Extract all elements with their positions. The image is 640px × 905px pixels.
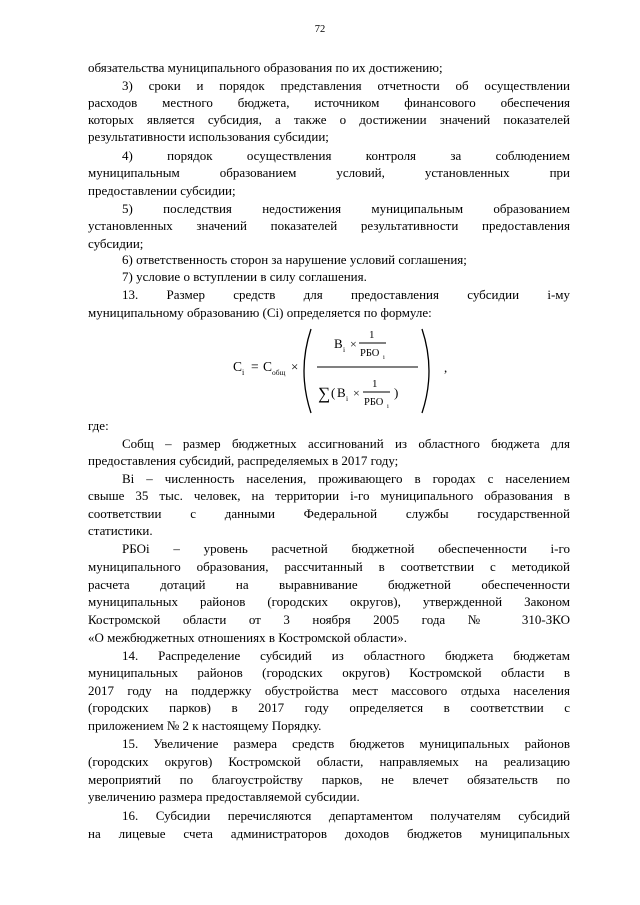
- formula-den-b: B: [337, 385, 346, 400]
- text-line: обязательства муниципального образования по их достижению;: [88, 60, 443, 75]
- formula-times-1: ×: [291, 359, 299, 374]
- text-line: расчета дотаций на выравнивание бюджетной обеспеченности: [88, 577, 570, 592]
- text-line: 4) порядок осуществления контроля за соблюдением: [122, 148, 570, 163]
- text-line: которых является субсидия, а также о достижении значений показателей: [88, 112, 570, 127]
- text-line: где:: [88, 418, 109, 433]
- text-line: (городских парков) в 2017 году определяется в соответствии с: [88, 700, 570, 715]
- text-line: (городских округов) Костромской области, направляемых на реализацию: [88, 754, 570, 769]
- text-line: муниципальных районов (городских округов) Костромской области в: [88, 665, 570, 680]
- formula-right-paren: [422, 329, 429, 413]
- formula-den-times: ×: [353, 386, 360, 400]
- page-number: 72: [314, 24, 326, 35]
- text-line: «О межбюджетных отношениях в Костромской области».: [88, 630, 407, 645]
- formula-lhs-sub: i: [242, 368, 245, 377]
- formula-den-close-paren: ): [394, 385, 399, 400]
- text-line: муниципальному образованию (Ci) определяется по формуле:: [88, 305, 432, 320]
- text-line: 5) последствия недостижения муниципальным образованием: [122, 201, 570, 216]
- text-line: 14. Распределение субсидий из областного бюджета бюджетам: [122, 648, 570, 663]
- text-line: на лицевые счета администраторов доходов бюджетов муниципальных: [88, 826, 570, 841]
- formula-den-b-sub: i: [346, 394, 349, 403]
- text-line: мероприятий по благоустройству парков, не влечет обязательств по: [88, 772, 570, 787]
- formula-equals: =: [251, 359, 259, 374]
- text-line: увеличению размера предоставляемой субсидии.: [88, 789, 360, 804]
- text-line: свыше 35 тыс. человек, на территории i-го муниципального образования в: [88, 488, 570, 503]
- text-line: 2017 году на поддержку обустройства мест массового отдыха населения: [88, 683, 570, 698]
- text-line: субсидии;: [88, 236, 144, 251]
- formula-num-times: ×: [350, 337, 357, 351]
- text-line: РБОi – уровень расчетной бюджетной обеспеченности i-го: [122, 541, 570, 556]
- text-line: муниципального образования, рассчитанный в соответствии с методикой: [88, 559, 570, 574]
- text-line: установленных значений показателей результативности предоставления: [88, 218, 570, 233]
- formula-left-paren: [304, 329, 311, 413]
- text-line: 13. Размер средств для предоставления субсидии i-му: [122, 287, 570, 302]
- text-line: результативности использования субсидии;: [88, 129, 329, 144]
- text-line: 3) сроки и порядок представления отчетности об осуществлении: [122, 78, 570, 93]
- text-line: расходов местного бюджета, источником финансового обеспечения: [88, 95, 570, 110]
- formula-num-rbo: РБО: [360, 348, 380, 359]
- text-line: Собщ – размер бюджетных ассигнований из областного бюджета для: [122, 436, 570, 451]
- formula-sum-sign: ∑: [318, 384, 331, 403]
- text-line: предоставления субсидий, распределяемых в 2017 году;: [88, 453, 399, 468]
- text-line: 6) ответственность сторон за нарушение условий соглашения;: [122, 252, 467, 267]
- formula-svg: [0, 326, 640, 416]
- formula-den-one: 1: [372, 378, 378, 390]
- formula-trailing-comma: ,: [444, 360, 448, 375]
- text-line: 15. Увеличение размера средств бюджетов муниципальных районов: [122, 736, 570, 751]
- text-line: предоставлении субсидии;: [88, 183, 236, 198]
- text-line: 16. Субсидии перечисляются департаментом получателям субсидий: [122, 808, 570, 823]
- text-line: статистики.: [88, 523, 153, 538]
- formula-c-total: C: [263, 359, 273, 374]
- formula-c-total-sub: общ: [272, 368, 286, 377]
- subsidy-formula: [0, 326, 640, 416]
- formula-num-rbo-sub: i: [383, 354, 385, 361]
- text-line: муниципальных районов (городских округов), утвержденной Законом: [88, 594, 570, 609]
- text-line: муниципальным образованием условий, установленных при: [88, 165, 570, 180]
- formula-num-b-sub: i: [343, 345, 346, 354]
- text-line: Костромской области от 3 ноября 2005 года № 310-ЗКО: [88, 612, 570, 627]
- formula-num-b: B: [334, 336, 343, 351]
- text-line: соответствии с данными Федеральной службы государственной: [88, 506, 570, 521]
- formula-den-open-paren: (: [331, 385, 336, 400]
- text-line: 7) условие о вступлении в силу соглашения.: [122, 269, 367, 284]
- formula-lhs: C: [233, 359, 243, 374]
- formula-den-rbo: РБО: [364, 397, 384, 408]
- formula-den-rbo-sub: i: [387, 403, 389, 410]
- text-line: Bi – численность населения, проживающего в городах с населением: [122, 471, 570, 486]
- formula-num-one: 1: [369, 329, 375, 341]
- text-line: приложением № 2 к настоящему Порядку.: [88, 718, 322, 733]
